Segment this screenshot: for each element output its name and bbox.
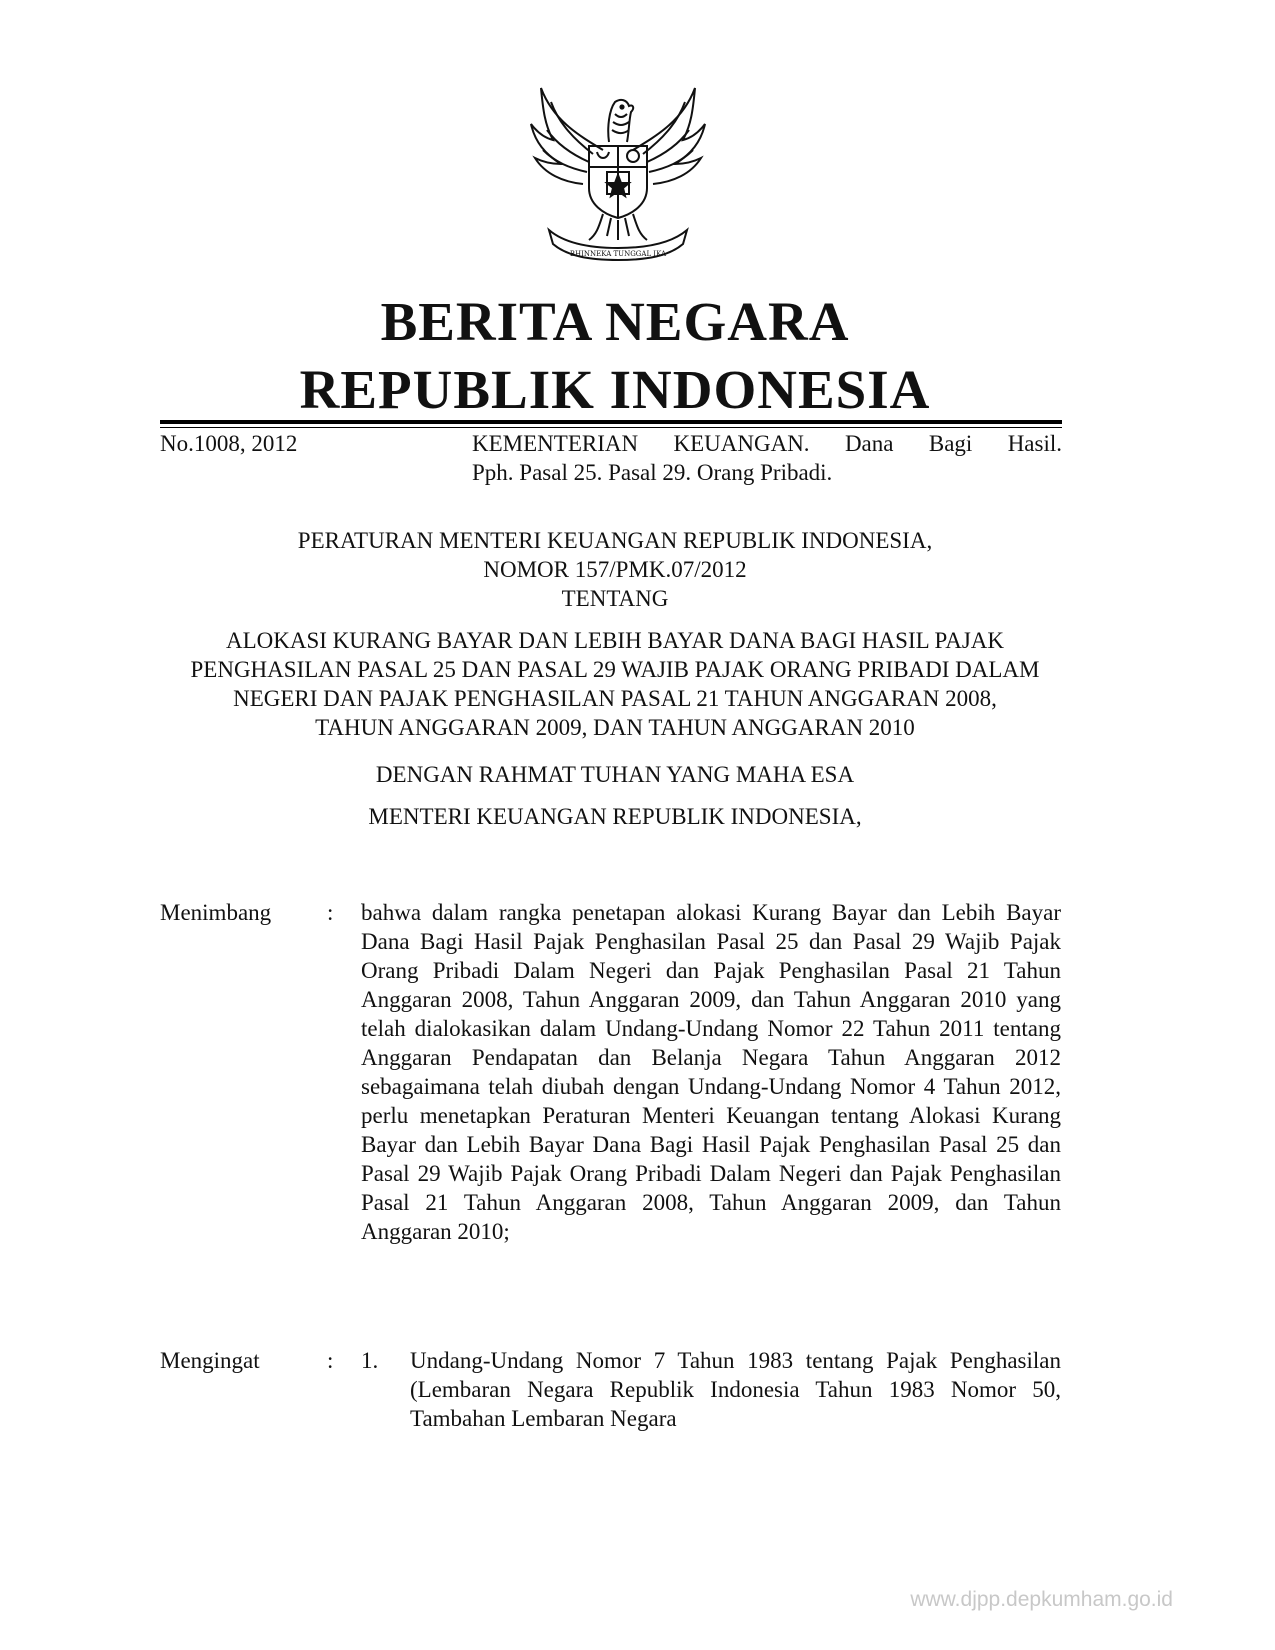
mengingat-item-number: 1. bbox=[361, 1348, 379, 1373]
title-line-1: PERATURAN MENTERI KEUANGAN REPUBLIK INDONESIA, bbox=[297, 528, 933, 553]
mengingat-colon: : bbox=[327, 1348, 334, 1373]
masthead-rule-thin bbox=[160, 427, 1062, 428]
subject-line-2: Pph. Pasal 25. Pasal 29. Orang Pribadi. bbox=[472, 460, 833, 485]
title-number: NOMOR 157/PMK.07/2012 bbox=[483, 557, 747, 582]
subject-title-line: PENGHASILAN PASAL 25 DAN PASAL 29 WAJIB PAJAK ORANG PRIBADI DALAM bbox=[190, 657, 1040, 682]
masthead-line2: REPUBLIK INDONESIA bbox=[299, 359, 931, 420]
subject-title-line: ALOKASI KURANG BAYAR DAN LEBIH BAYAR DANA BAGI HASIL PAJAK bbox=[225, 628, 1005, 653]
regulation-subject bbox=[0, 626, 1230, 742]
menimbang-text: bahwa dalam rangka penetapan alokasi Kurang Bayar dan Lebih Bayar Dana Bagi Hasil Pajak Penghasilan Pasal 25 dan Pasal 29 Wajib Pajak Orang Pribadi Dalam Negeri dan Pajak Penghasilan Pasal 21 Tahun Anggaran 2008, Tahun Anggaran 2009, dan Tahun Anggaran 2010 yang telah dialokasikan dalam Undang-Undang Nomor 22 Tahun 2011 tentang Anggaran Pendapatan dan Belanja Negara Tahun Anggaran 2012 sebagaimana telah diubah dengan Undang-Undang Nomor 4 Tahun 2012, perlu menetapkan Peraturan Menteri Keuangan tentang Alokasi Kurang Bayar dan Lebih Bayar Dana Bagi Hasil Pajak Penghasilan Pasal 25 dan Pasal 29 Wajib Pajak Orang Pribadi Dalam Negeri dan Pajak Penghasilan Pasal 21 Tahun Anggaran 2008, Tahun Anggaran 2009, dan Tahun Anggaran 2010; bbox=[361, 900, 1061, 1244]
document-number: No.1008, 2012 bbox=[160, 431, 298, 456]
document-subject bbox=[472, 429, 1062, 487]
subject-title-line: NEGERI DAN PAJAK PENGHASILAN PASAL 21 TAHUN ANGGARAN 2008, bbox=[233, 686, 997, 711]
title-tentang: TENTANG bbox=[561, 586, 669, 611]
regulation-title bbox=[0, 526, 1230, 613]
emblem-motto: BHINNEKA TUNGGAL IKA bbox=[569, 250, 667, 258]
subject-line-1: KEMENTERIAN KEUANGAN. Dana Bagi Hasil. bbox=[472, 431, 1062, 456]
issuer: MENTERI KEUANGAN REPUBLIK INDONESIA, bbox=[368, 804, 862, 829]
invocation: DENGAN RAHMAT TUHAN YANG MAHA ESA bbox=[375, 762, 855, 787]
masthead-line1: BERITA NEGARA bbox=[380, 291, 850, 352]
masthead-rule-thick bbox=[160, 420, 1062, 424]
garuda-pancasila-emblem bbox=[523, 80, 713, 270]
mengingat-label: Mengingat bbox=[160, 1348, 260, 1373]
watermark-url: www.djpp.depkumham.go.id bbox=[910, 1588, 1173, 1611]
menimbang-colon: : bbox=[327, 900, 334, 925]
subject-title-line: TAHUN ANGGARAN 2009, DAN TAHUN ANGGARAN 2010 bbox=[315, 715, 915, 740]
mengingat-item-text: Undang-Undang Nomor 7 Tahun 1983 tentang Pajak Penghasilan (Lembaran Negara Republik Indonesia Tahun 1983 Nomor 50, Tambahan Lembaran Negara bbox=[410, 1348, 1061, 1431]
menimbang-label: Menimbang bbox=[160, 900, 272, 925]
